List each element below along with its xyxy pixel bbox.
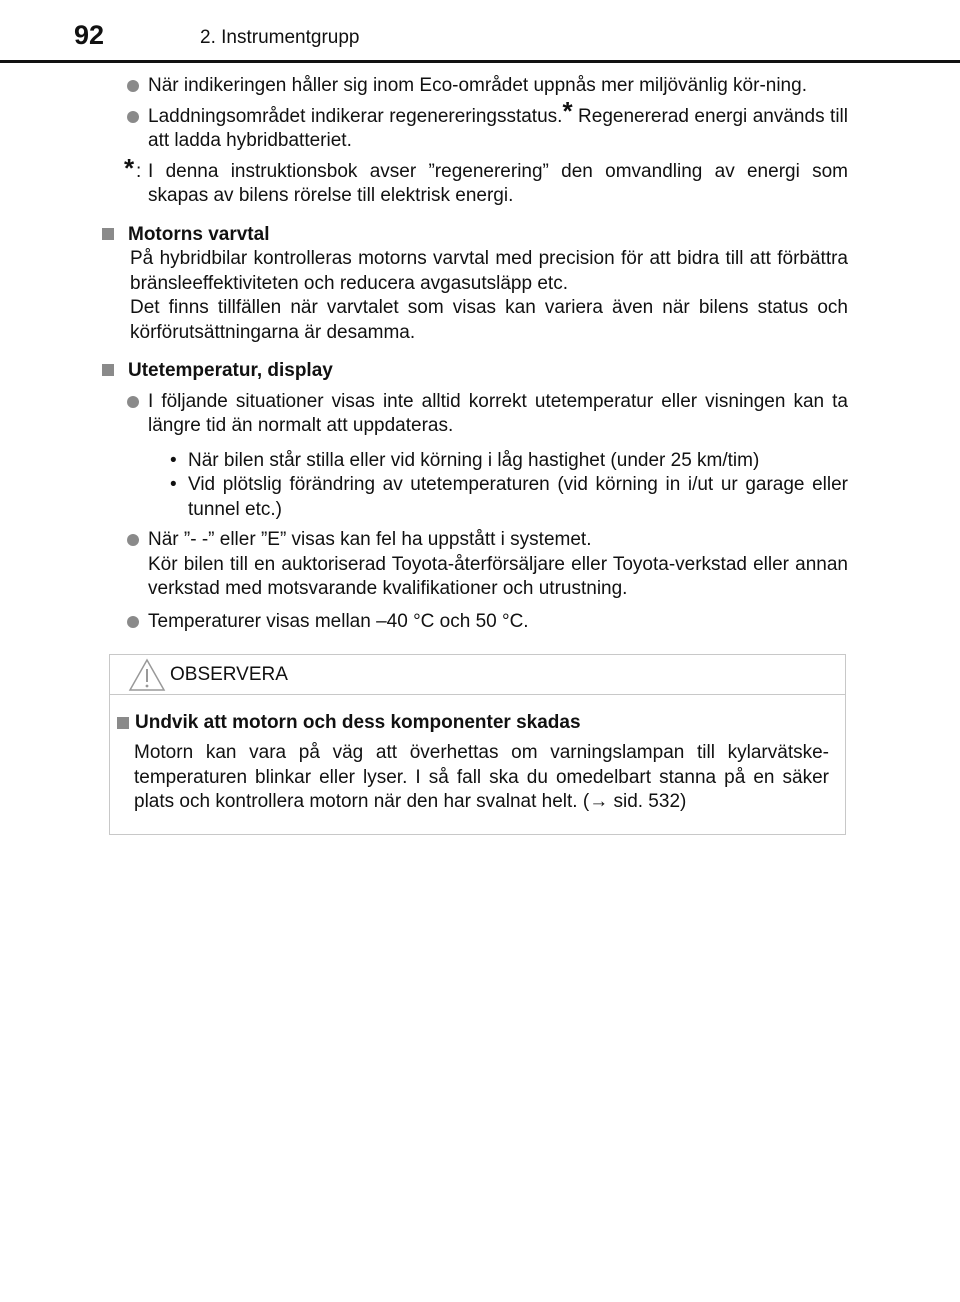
page-reference: sid. 532) xyxy=(608,791,687,812)
notice-heading-text: Undvik att motorn och dess komponenter skadas xyxy=(135,712,581,733)
footnote-text: I denna instruktionsbok avser ”regenerering” den omvandling av energi som skapas av bilens rörelse till elektrisk energi. xyxy=(148,160,848,206)
square-bullet-icon xyxy=(117,717,129,729)
footnote-colon: : xyxy=(136,160,142,182)
warning-triangle-icon xyxy=(127,657,167,693)
notice-box xyxy=(109,654,846,835)
arrow-right-icon: → xyxy=(589,791,609,812)
bullet-text: När indikeringen håller sig inom Eco-området uppnås mer miljövänlig kör-ning. xyxy=(148,75,807,96)
heading-text: Utetemperatur, display xyxy=(128,360,333,381)
notice-body xyxy=(134,741,829,815)
section-outside-temp xyxy=(118,359,848,634)
section-paragraph: På hybridbilar kontrolleras motorns varvtal med precision för att bidra till att förbättra bränsleeffektiviteten och reducera avgasutsläpp etc. xyxy=(130,248,848,294)
sub-bullet-icon: • xyxy=(170,474,177,495)
footnote xyxy=(118,152,848,209)
section-paragraph: Det finns tillfällen när varvtalet som visas kan variera även när bilens status och körförutsättningarna är desamma. xyxy=(130,297,848,343)
bullet-eco-area xyxy=(118,74,848,99)
heading-text: Motorns varvtal xyxy=(128,223,270,245)
bullet-temp-range xyxy=(118,610,848,635)
main-content xyxy=(118,74,848,640)
sub-item-text: Vid plötslig förändring av utetemperaturen (vid körning in i/ut ur garage eller tunnel etc.) xyxy=(188,474,848,520)
sub-item xyxy=(148,473,848,522)
bullet-text: Temperaturer visas mellan –40 °C och 50 °C. xyxy=(148,610,529,632)
notice-header xyxy=(110,655,845,695)
page-header xyxy=(0,0,960,60)
section-heading xyxy=(108,359,848,384)
notice-label: OBSERVERA xyxy=(170,664,288,685)
bullet-text: I följande situationer visas inte alltid korrekt utetemperatur eller visningen kan ta längre tid än normalt att uppdateras. xyxy=(148,390,848,436)
section-engine-rpm xyxy=(118,223,848,346)
bullet-text-cont: Regenererad energi används till att ladda hybridbatteriet. xyxy=(148,105,848,151)
bullet-text: När ”- -” eller ”E” visas kan fel ha uppstått i systemet. xyxy=(148,529,592,550)
bullet-text: Laddningsområdet indikerar regenereringsstatus. xyxy=(148,105,563,127)
bullet-dot-icon xyxy=(127,111,139,123)
bullet-text: Kör bilen till en auktoriserad Toyota-återförsäljare eller Toyota-verkstad eller annan verkstad med motsvarande kvalifikationer och utrustning. xyxy=(148,553,848,599)
chapter-title: 2. Instrumentgrupp xyxy=(200,27,360,48)
footnote-marker: * xyxy=(562,95,573,126)
sub-item xyxy=(148,449,848,474)
bullet-temp-error xyxy=(118,528,848,602)
bullet-charge-area xyxy=(118,95,848,154)
notice-body-text: Motorn kan vara på väg att överhettas om varningslampan till kylarvätske-temperaturen blinkar eller lyser. I så fall ska du omedelbart stanna på en säker plats och kontrollera motorn när den har svalnat helt. ( xyxy=(134,742,829,812)
section-heading xyxy=(108,223,848,248)
bullet-dot-icon xyxy=(127,396,139,408)
bullet-dot-icon xyxy=(127,80,139,92)
footnote-star: * xyxy=(124,152,135,183)
bullet-dot-icon xyxy=(127,534,139,546)
header-divider xyxy=(0,60,960,63)
bullet-temp-situations xyxy=(118,390,848,523)
sub-bullet-icon: • xyxy=(170,449,177,471)
sub-item-text: När bilen står stilla eller vid körning i låg hastighet (under 25 km/tim) xyxy=(188,449,760,471)
square-bullet-icon xyxy=(102,228,114,240)
bullet-dot-icon xyxy=(127,616,139,628)
notice-heading xyxy=(135,712,581,734)
page-number: 92 xyxy=(74,20,105,50)
square-bullet-icon xyxy=(102,364,114,376)
